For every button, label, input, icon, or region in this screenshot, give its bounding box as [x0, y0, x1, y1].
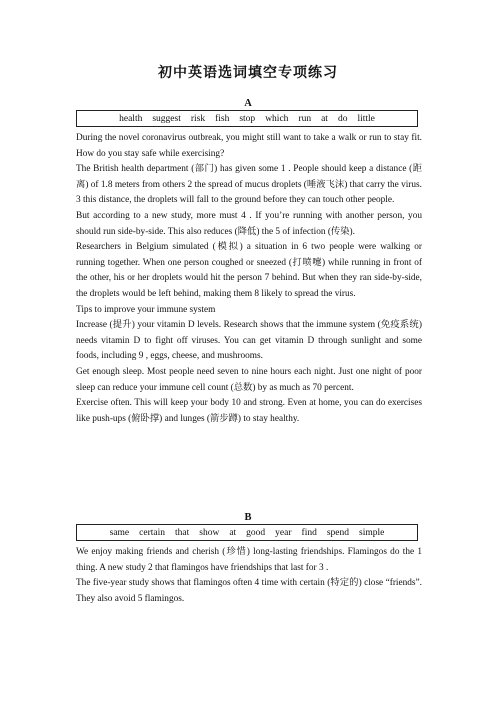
word-bank-item: risk	[190, 113, 206, 124]
paragraph: We enjoy making friends and cherish (珍惜) long-lasting friendships. Flamingos do the 1 thing. A new study 2 that flamingos have friendships that last for 3 .	[76, 547, 422, 573]
subheading: Tips to improve your immune system	[76, 304, 216, 315]
word-bank-item: show	[199, 527, 220, 538]
paragraph: Increase (提升) your vitamin D levels. Research shows that the immune system (免疫系统) needs vitamin D to fight off viruses. You can get vitamin D through sunlight and some foods, including 9 , eggs, cheese, and mushrooms.	[76, 320, 422, 362]
word-bank-item: find	[301, 527, 317, 538]
word-bank-item: suggest	[152, 113, 181, 124]
paragraph: The British health department (部门) has given some 1 . People should keep a distance (距离) of 1.8 meters from others 2 the spread of mucus droplets (唾液飞沫) that carry the virus. 3 this distance, the droplets will fall to the ground before they can touch other people.	[76, 164, 422, 206]
word-bank-item: at	[229, 527, 237, 538]
word-bank-item: same	[109, 527, 130, 538]
section-b-word-box	[76, 524, 418, 541]
word-bank-item: stop	[239, 113, 256, 124]
section-b-passage	[76, 545, 422, 607]
paragraph: Researchers in Belgium simulated (模拟) a situation in 6 two people were walking or running together. When one person coughed or sneezed (打喷嚏) while running in front of the other, his or her droplets would hit the person 7 behind. But when they ran side-by-side, the droplets would be left behind, making them 8 likely to spread the virus.	[76, 242, 422, 299]
word-bank-item: certain	[139, 527, 165, 538]
word-bank-item: good	[246, 527, 266, 538]
word-bank-item: that	[175, 527, 190, 538]
word-bank-item: run	[298, 113, 312, 124]
paragraph: But according to a new study, more must 4 . If you’re running with another person, you should run side-by-side. This also reduces (降低) the 5 of infection (传染).	[76, 210, 422, 237]
page-title: 初中英语选词填空专项练习	[158, 65, 338, 81]
word-bank-item: simple	[359, 527, 385, 538]
section-b-label: B	[244, 512, 252, 523]
paragraph: During the novel coronavirus outbreak, you might still want to take a walk or run to stay fit. How do you stay safe while exercising?	[76, 133, 422, 159]
section-a-word-box	[76, 110, 418, 127]
paragraph: Get enough sleep. Most people need seven to nine hours each night. Just one night of poor sleep can reduce your immune cell count (总数) by as much as 70 percent.	[76, 366, 422, 393]
word-bank-item: fish	[215, 113, 230, 124]
word-bank-item: which	[265, 113, 289, 124]
word-bank-item: spend	[326, 527, 350, 538]
word-bank-item: do	[337, 113, 348, 124]
word-bank-item: at	[321, 113, 328, 124]
paragraph: Exercise often. This will keep your body 10 and strong. Even at home, you can do exercises like push-ups (俯卧撑) and lunges (箭步蹲) to stay healthy.	[76, 398, 422, 424]
paragraph: The five-year study shows that flamingos often 4 time with certain (特定的) close “friends”. They also avoid 5 flamingos.	[76, 578, 422, 604]
word-bank-item: year	[275, 527, 292, 538]
word-bank-item: health	[119, 113, 143, 124]
section-a-label: A	[244, 98, 252, 109]
section-a-passage	[76, 131, 422, 427]
word-bank-item: little	[357, 113, 375, 124]
